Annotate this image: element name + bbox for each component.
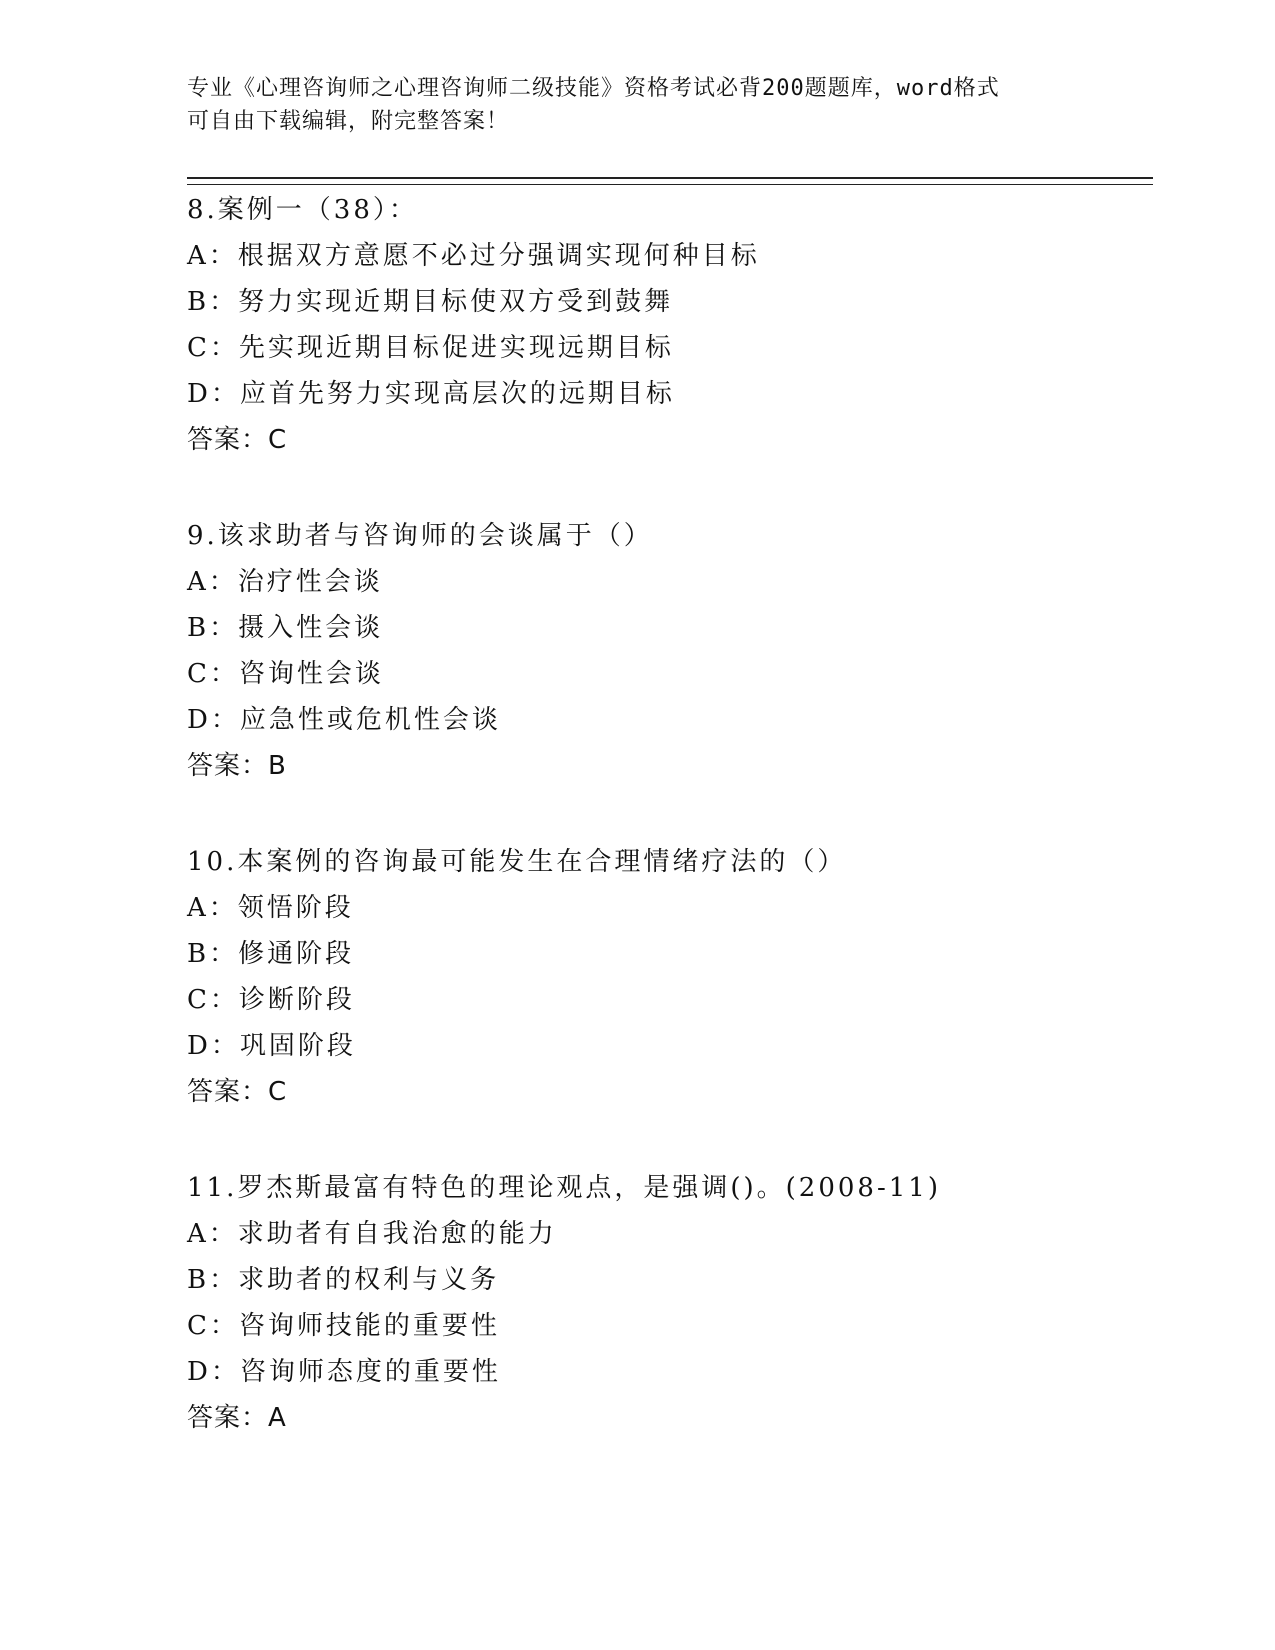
question-item bbox=[187, 187, 1147, 463]
header-divider bbox=[187, 177, 1153, 185]
option-c: C：咨询师技能的重要性 bbox=[187, 1311, 500, 1341]
answer-line: 答案：C bbox=[187, 425, 288, 455]
option-a: A：根据双方意愿不必过分强调实现何种目标 bbox=[187, 241, 760, 271]
option-b: B：求助者的权利与义务 bbox=[187, 1265, 500, 1295]
option-d: D：应首先努力实现高层次的远期目标 bbox=[187, 379, 675, 409]
option-b: B：努力实现近期目标使双方受到鼓舞 bbox=[187, 287, 674, 317]
option-d: D：巩固阶段 bbox=[187, 1031, 356, 1061]
document-header bbox=[187, 72, 1067, 138]
question-title: 8.案例一（38）： bbox=[187, 195, 418, 225]
question-item bbox=[187, 839, 1147, 1115]
answer-line: 答案：A bbox=[187, 1403, 287, 1433]
option-d: D：应急性或危机性会谈 bbox=[187, 705, 501, 735]
header-line-2: 可自由下载编辑，附完整答案！ bbox=[187, 109, 510, 134]
option-a: A：治疗性会谈 bbox=[187, 567, 383, 597]
answer-line: 答案：C bbox=[187, 1077, 288, 1107]
option-c: C：咨询性会谈 bbox=[187, 659, 384, 689]
question-item bbox=[187, 1165, 1147, 1441]
answer-line: 答案：B bbox=[187, 751, 287, 781]
option-a: A：求助者有自我治愈的能力 bbox=[187, 1219, 557, 1249]
question-list bbox=[187, 187, 1147, 1491]
option-d: D：咨询师态度的重要性 bbox=[187, 1357, 501, 1387]
option-c: C：诊断阶段 bbox=[187, 985, 355, 1015]
option-a: A：领悟阶段 bbox=[187, 893, 354, 923]
header-line-1: 专业《心理咨询师之心理咨询师二级技能》资格考试必背200题题库，word格式 bbox=[187, 76, 1000, 101]
option-b: B：修通阶段 bbox=[187, 939, 355, 969]
question-title: 11.罗杰斯最富有特色的理论观点，是强调()。(2008-11) bbox=[187, 1173, 941, 1203]
option-b: B：摄入性会谈 bbox=[187, 613, 384, 643]
option-c: C：先实现近期目标促进实现远期目标 bbox=[187, 333, 674, 363]
question-title: 10.本案例的咨询最可能发生在合理情绪疗法的（） bbox=[187, 847, 847, 877]
question-title: 9.该求助者与咨询师的会谈属于（） bbox=[187, 521, 653, 551]
question-item bbox=[187, 513, 1147, 789]
